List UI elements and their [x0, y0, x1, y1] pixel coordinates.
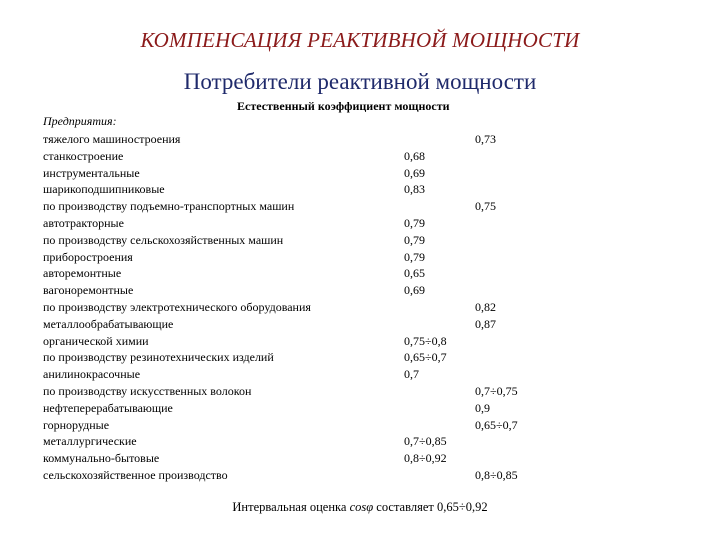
subsector-power-factor: 0,68: [404, 148, 425, 163]
column-header: Естественный коэффициент мощности: [237, 99, 450, 113]
table-row: [0, 366, 720, 383]
enterprise-name: инструментальные: [43, 165, 140, 180]
subsector-power-factor: 0,65÷0,7: [404, 350, 447, 365]
sector-power-factor: 0,65÷0,7: [475, 417, 518, 432]
table-row: [0, 198, 720, 215]
sector-power-factor: 0,75: [475, 199, 496, 214]
table-row: [0, 383, 720, 400]
subsector-power-factor: 0,75÷0,8: [404, 333, 447, 348]
sector-power-factor: 0,82: [475, 299, 496, 314]
enterprise-name: сельскохозяйственное производство: [43, 467, 228, 482]
table-row: [0, 181, 720, 198]
table-row: [0, 333, 720, 350]
table-row: [0, 417, 720, 434]
subsector-power-factor: 0,69: [404, 165, 425, 180]
enterprise-name: приборостроения: [43, 249, 133, 264]
table-row: [0, 349, 720, 366]
enterprise-name: авторемонтные: [43, 266, 122, 281]
enterprise-name: по производству подъемно-транспортных машин: [43, 199, 295, 214]
sector-power-factor: 0,7÷0,75: [475, 383, 518, 398]
enterprise-name: по производству электротехнического оборудования: [43, 299, 311, 314]
table-row: [0, 400, 720, 417]
table-row: [0, 265, 720, 282]
sector-power-factor: 0,87: [475, 316, 496, 331]
enterprise-name: металлообрабатывающие: [43, 316, 174, 331]
enterprise-name: анилинокрасочные: [43, 367, 141, 382]
subsector-power-factor: 0,7÷0,85: [404, 434, 447, 449]
subsector-power-factor: 0,79: [404, 215, 425, 230]
table-row: [0, 215, 720, 232]
table-row: [0, 165, 720, 182]
enterprise-name: горнорудные: [43, 417, 110, 432]
footer-prefix: Интервальная оценка: [232, 500, 350, 514]
enterprise-name: шарикоподшипниковые: [43, 182, 165, 197]
power-factor-table: [0, 131, 720, 484]
subsector-power-factor: 0,65: [404, 266, 425, 281]
subsector-power-factor: 0,7: [404, 367, 419, 382]
table-row: [0, 316, 720, 333]
enterprise-name: по производству искусственных волокон: [43, 383, 252, 398]
enterprise-name: нефтеперерабатывающие: [43, 400, 173, 415]
enterprise-name: тяжелого машиностроения: [43, 132, 181, 146]
table-row: [0, 232, 720, 249]
sector-power-factor: 0,8÷0,85: [475, 467, 518, 482]
table-row: [0, 450, 720, 467]
table-row: [0, 299, 720, 316]
enterprise-name: органической химии: [43, 333, 149, 348]
slide-subtitle: Потребители реактивной мощности: [183, 69, 537, 94]
footer-note: [0, 500, 720, 515]
subsector-power-factor: 0,83: [404, 182, 425, 197]
sector-power-factor: 0,73: [475, 132, 496, 146]
enterprise-name: автотракторные: [43, 215, 124, 230]
subsector-power-factor: 0,8÷0,92: [404, 451, 447, 466]
slide-title: КОМПЕНСАЦИЯ РЕАКТИВНОЙ МОЩНОСТИ: [140, 28, 580, 52]
enterprise-name: по производству резинотехнических изделий: [43, 350, 274, 365]
enterprise-name: по производству сельскохозяйственных машин: [43, 232, 284, 247]
subsector-power-factor: 0,69: [404, 283, 425, 298]
cos-phi-symbol: cosφ: [349, 500, 374, 514]
table-row: [0, 282, 720, 299]
subsector-power-factor: 0,79: [404, 232, 425, 247]
enterprise-name: металлургические: [43, 434, 137, 449]
table-row: [0, 148, 720, 165]
table-row: [0, 467, 720, 484]
enterprise-name: коммунально-бытовые: [43, 451, 160, 466]
subsector-power-factor: 0,79: [404, 249, 425, 264]
sector-power-factor: 0,9: [475, 400, 490, 415]
enterprise-name: вагоноремонтные: [43, 283, 134, 298]
table-row: [0, 131, 720, 148]
section-label: Предприятия:: [43, 114, 117, 128]
enterprise-name: станкостроение: [43, 148, 124, 163]
table-row: [0, 249, 720, 266]
table-row: [0, 433, 720, 450]
footer-suffix: составляет 0,65÷0,92: [373, 500, 488, 514]
